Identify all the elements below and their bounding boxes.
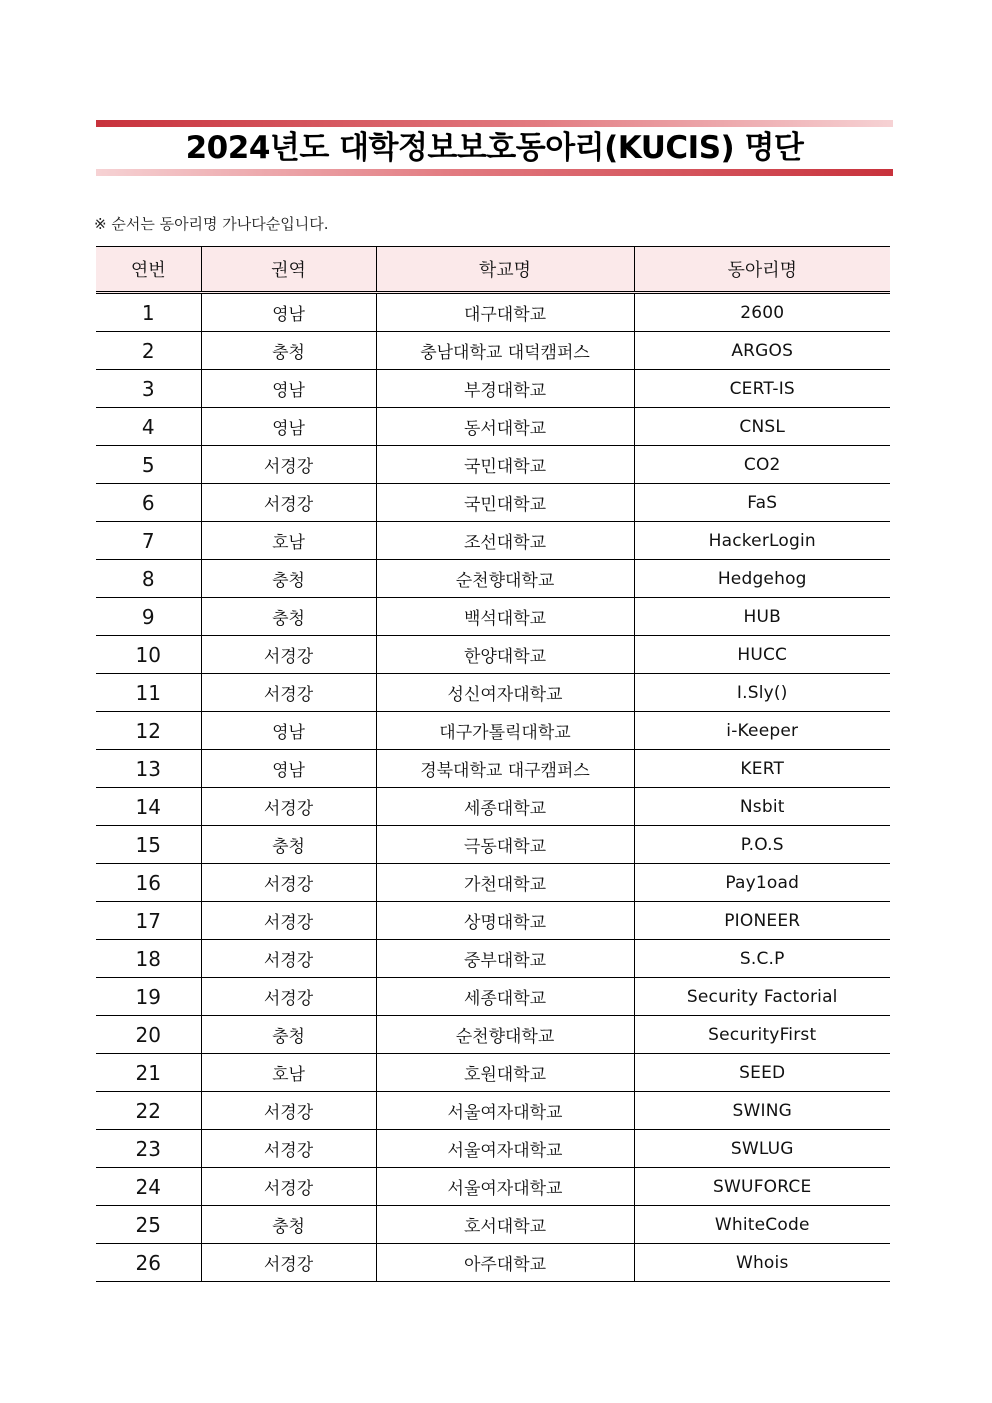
- cell-number: 10: [96, 636, 201, 674]
- cell-region: 호남: [201, 522, 376, 560]
- cell-club: Nsbit: [634, 788, 890, 826]
- table-row: [96, 1206, 890, 1244]
- header-row: [96, 247, 890, 293]
- table-row: [96, 978, 890, 1016]
- cell-club: 2600: [634, 293, 890, 332]
- cell-region: 서경강: [201, 1130, 376, 1168]
- cell-number: 4: [96, 408, 201, 446]
- cell-region: 영남: [201, 750, 376, 788]
- cell-school: 세종대학교: [376, 978, 634, 1016]
- table-row: [96, 1092, 890, 1130]
- cell-school: 동서대학교: [376, 408, 634, 446]
- cell-school: 아주대학교: [376, 1244, 634, 1282]
- table-row: [96, 750, 890, 788]
- cell-club: S.C.P: [634, 940, 890, 978]
- cell-region: 영남: [201, 370, 376, 408]
- table-row: [96, 1168, 890, 1206]
- cell-club: SWLUG: [634, 1130, 890, 1168]
- table-row: [96, 1016, 890, 1054]
- table-row: [96, 293, 890, 332]
- cell-school: 한양대학교: [376, 636, 634, 674]
- cell-school: 대구대학교: [376, 293, 634, 332]
- cell-number: 2: [96, 332, 201, 370]
- table-row: [96, 1244, 890, 1282]
- cell-number: 14: [96, 788, 201, 826]
- cell-club: FaS: [634, 484, 890, 522]
- cell-region: 충청: [201, 1206, 376, 1244]
- cell-club: WhiteCode: [634, 1206, 890, 1244]
- table-row: [96, 484, 890, 522]
- cell-club: CO2: [634, 446, 890, 484]
- table-row: [96, 712, 890, 750]
- table-row: [96, 826, 890, 864]
- cell-school: 호서대학교: [376, 1206, 634, 1244]
- table-row: [96, 408, 890, 446]
- table-row: [96, 1054, 890, 1092]
- cell-club: HUB: [634, 598, 890, 636]
- table-row: [96, 636, 890, 674]
- cell-club: Hedgehog: [634, 560, 890, 598]
- cell-region: 서경강: [201, 902, 376, 940]
- cell-number: 7: [96, 522, 201, 560]
- cell-school: 경북대학교 대구캠퍼스: [376, 750, 634, 788]
- cell-region: 서경강: [201, 1092, 376, 1130]
- cell-region: 서경강: [201, 636, 376, 674]
- cell-number: 22: [96, 1092, 201, 1130]
- cell-number: 5: [96, 446, 201, 484]
- cell-region: 서경강: [201, 446, 376, 484]
- cell-school: 호원대학교: [376, 1054, 634, 1092]
- cell-club: SecurityFirst: [634, 1016, 890, 1054]
- table-row: [96, 522, 890, 560]
- cell-school: 중부대학교: [376, 940, 634, 978]
- title-decoration-bottom-bar: [96, 169, 893, 176]
- cell-school: 서울여자대학교: [376, 1130, 634, 1168]
- cell-region: 영남: [201, 408, 376, 446]
- cell-club: I.Sly(): [634, 674, 890, 712]
- cell-number: 24: [96, 1168, 201, 1206]
- cell-school: 극동대학교: [376, 826, 634, 864]
- cell-number: 20: [96, 1016, 201, 1054]
- table-row: [96, 902, 890, 940]
- cell-school: 상명대학교: [376, 902, 634, 940]
- cell-region: 서경강: [201, 1244, 376, 1282]
- cell-region: 서경강: [201, 978, 376, 1016]
- title-decoration-top-bar: [96, 120, 893, 127]
- cell-number: 23: [96, 1130, 201, 1168]
- cell-number: 26: [96, 1244, 201, 1282]
- cell-number: 17: [96, 902, 201, 940]
- cell-school: 국민대학교: [376, 446, 634, 484]
- title-block: [96, 120, 893, 176]
- cell-club: CERT-IS: [634, 370, 890, 408]
- cell-number: 12: [96, 712, 201, 750]
- cell-number: 11: [96, 674, 201, 712]
- cell-number: 6: [96, 484, 201, 522]
- cell-region: 서경강: [201, 864, 376, 902]
- cell-region: 서경강: [201, 484, 376, 522]
- header-region: 권역: [201, 247, 376, 293]
- club-roster-table: [96, 246, 890, 1282]
- cell-region: 충청: [201, 560, 376, 598]
- cell-region: 충청: [201, 332, 376, 370]
- cell-club: i-Keeper: [634, 712, 890, 750]
- cell-school: 순천향대학교: [376, 1016, 634, 1054]
- cell-school: 국민대학교: [376, 484, 634, 522]
- cell-club: SWING: [634, 1092, 890, 1130]
- ordering-note: ※ 순서는 동아리명 가나다순입니다.: [94, 215, 329, 233]
- header-club: 동아리명: [634, 247, 890, 293]
- cell-club: HUCC: [634, 636, 890, 674]
- cell-number: 25: [96, 1206, 201, 1244]
- cell-club: CNSL: [634, 408, 890, 446]
- cell-club: P.O.S: [634, 826, 890, 864]
- cell-club: KERT: [634, 750, 890, 788]
- cell-region: 서경강: [201, 940, 376, 978]
- cell-club: ARGOS: [634, 332, 890, 370]
- cell-region: 충청: [201, 1016, 376, 1054]
- cell-number: 19: [96, 978, 201, 1016]
- cell-school: 순천향대학교: [376, 560, 634, 598]
- table-row: [96, 940, 890, 978]
- cell-club: Whois: [634, 1244, 890, 1282]
- cell-school: 충남대학교 대덕캠퍼스: [376, 332, 634, 370]
- cell-number: 8: [96, 560, 201, 598]
- cell-school: 가천대학교: [376, 864, 634, 902]
- cell-school: 조선대학교: [376, 522, 634, 560]
- cell-club: HackerLogin: [634, 522, 890, 560]
- cell-region: 호남: [201, 1054, 376, 1092]
- cell-school: 서울여자대학교: [376, 1092, 634, 1130]
- cell-club: SEED: [634, 1054, 890, 1092]
- cell-number: 15: [96, 826, 201, 864]
- table-row: [96, 446, 890, 484]
- table-row: [96, 788, 890, 826]
- cell-school: 세종대학교: [376, 788, 634, 826]
- cell-club: SWUFORCE: [634, 1168, 890, 1206]
- cell-number: 9: [96, 598, 201, 636]
- table-row: [96, 560, 890, 598]
- cell-number: 1: [96, 293, 201, 332]
- cell-number: 13: [96, 750, 201, 788]
- cell-school: 백석대학교: [376, 598, 634, 636]
- table-row: [96, 1130, 890, 1168]
- table-body: [96, 293, 890, 1282]
- table-row: [96, 598, 890, 636]
- cell-region: 충청: [201, 826, 376, 864]
- table-row: [96, 674, 890, 712]
- cell-region: 영남: [201, 712, 376, 750]
- table-row: [96, 370, 890, 408]
- table-row: [96, 864, 890, 902]
- cell-number: 21: [96, 1054, 201, 1092]
- table-row: [96, 332, 890, 370]
- cell-region: 영남: [201, 293, 376, 332]
- cell-club: Pay1oad: [634, 864, 890, 902]
- cell-school: 성신여자대학교: [376, 674, 634, 712]
- cell-number: 16: [96, 864, 201, 902]
- page-title: 2024년도 대학정보보호동아리(KUCIS) 명단: [185, 130, 804, 166]
- cell-number: 18: [96, 940, 201, 978]
- header-number: 연번: [96, 247, 201, 293]
- cell-club: Security Factorial: [634, 978, 890, 1016]
- cell-region: 충청: [201, 598, 376, 636]
- cell-school: 부경대학교: [376, 370, 634, 408]
- header-school: 학교명: [376, 247, 634, 293]
- cell-school: 대구가톨릭대학교: [376, 712, 634, 750]
- cell-number: 3: [96, 370, 201, 408]
- cell-region: 서경강: [201, 674, 376, 712]
- cell-club: PIONEER: [634, 902, 890, 940]
- cell-school: 서울여자대학교: [376, 1168, 634, 1206]
- cell-region: 서경강: [201, 788, 376, 826]
- cell-region: 서경강: [201, 1168, 376, 1206]
- table-header: [96, 247, 890, 293]
